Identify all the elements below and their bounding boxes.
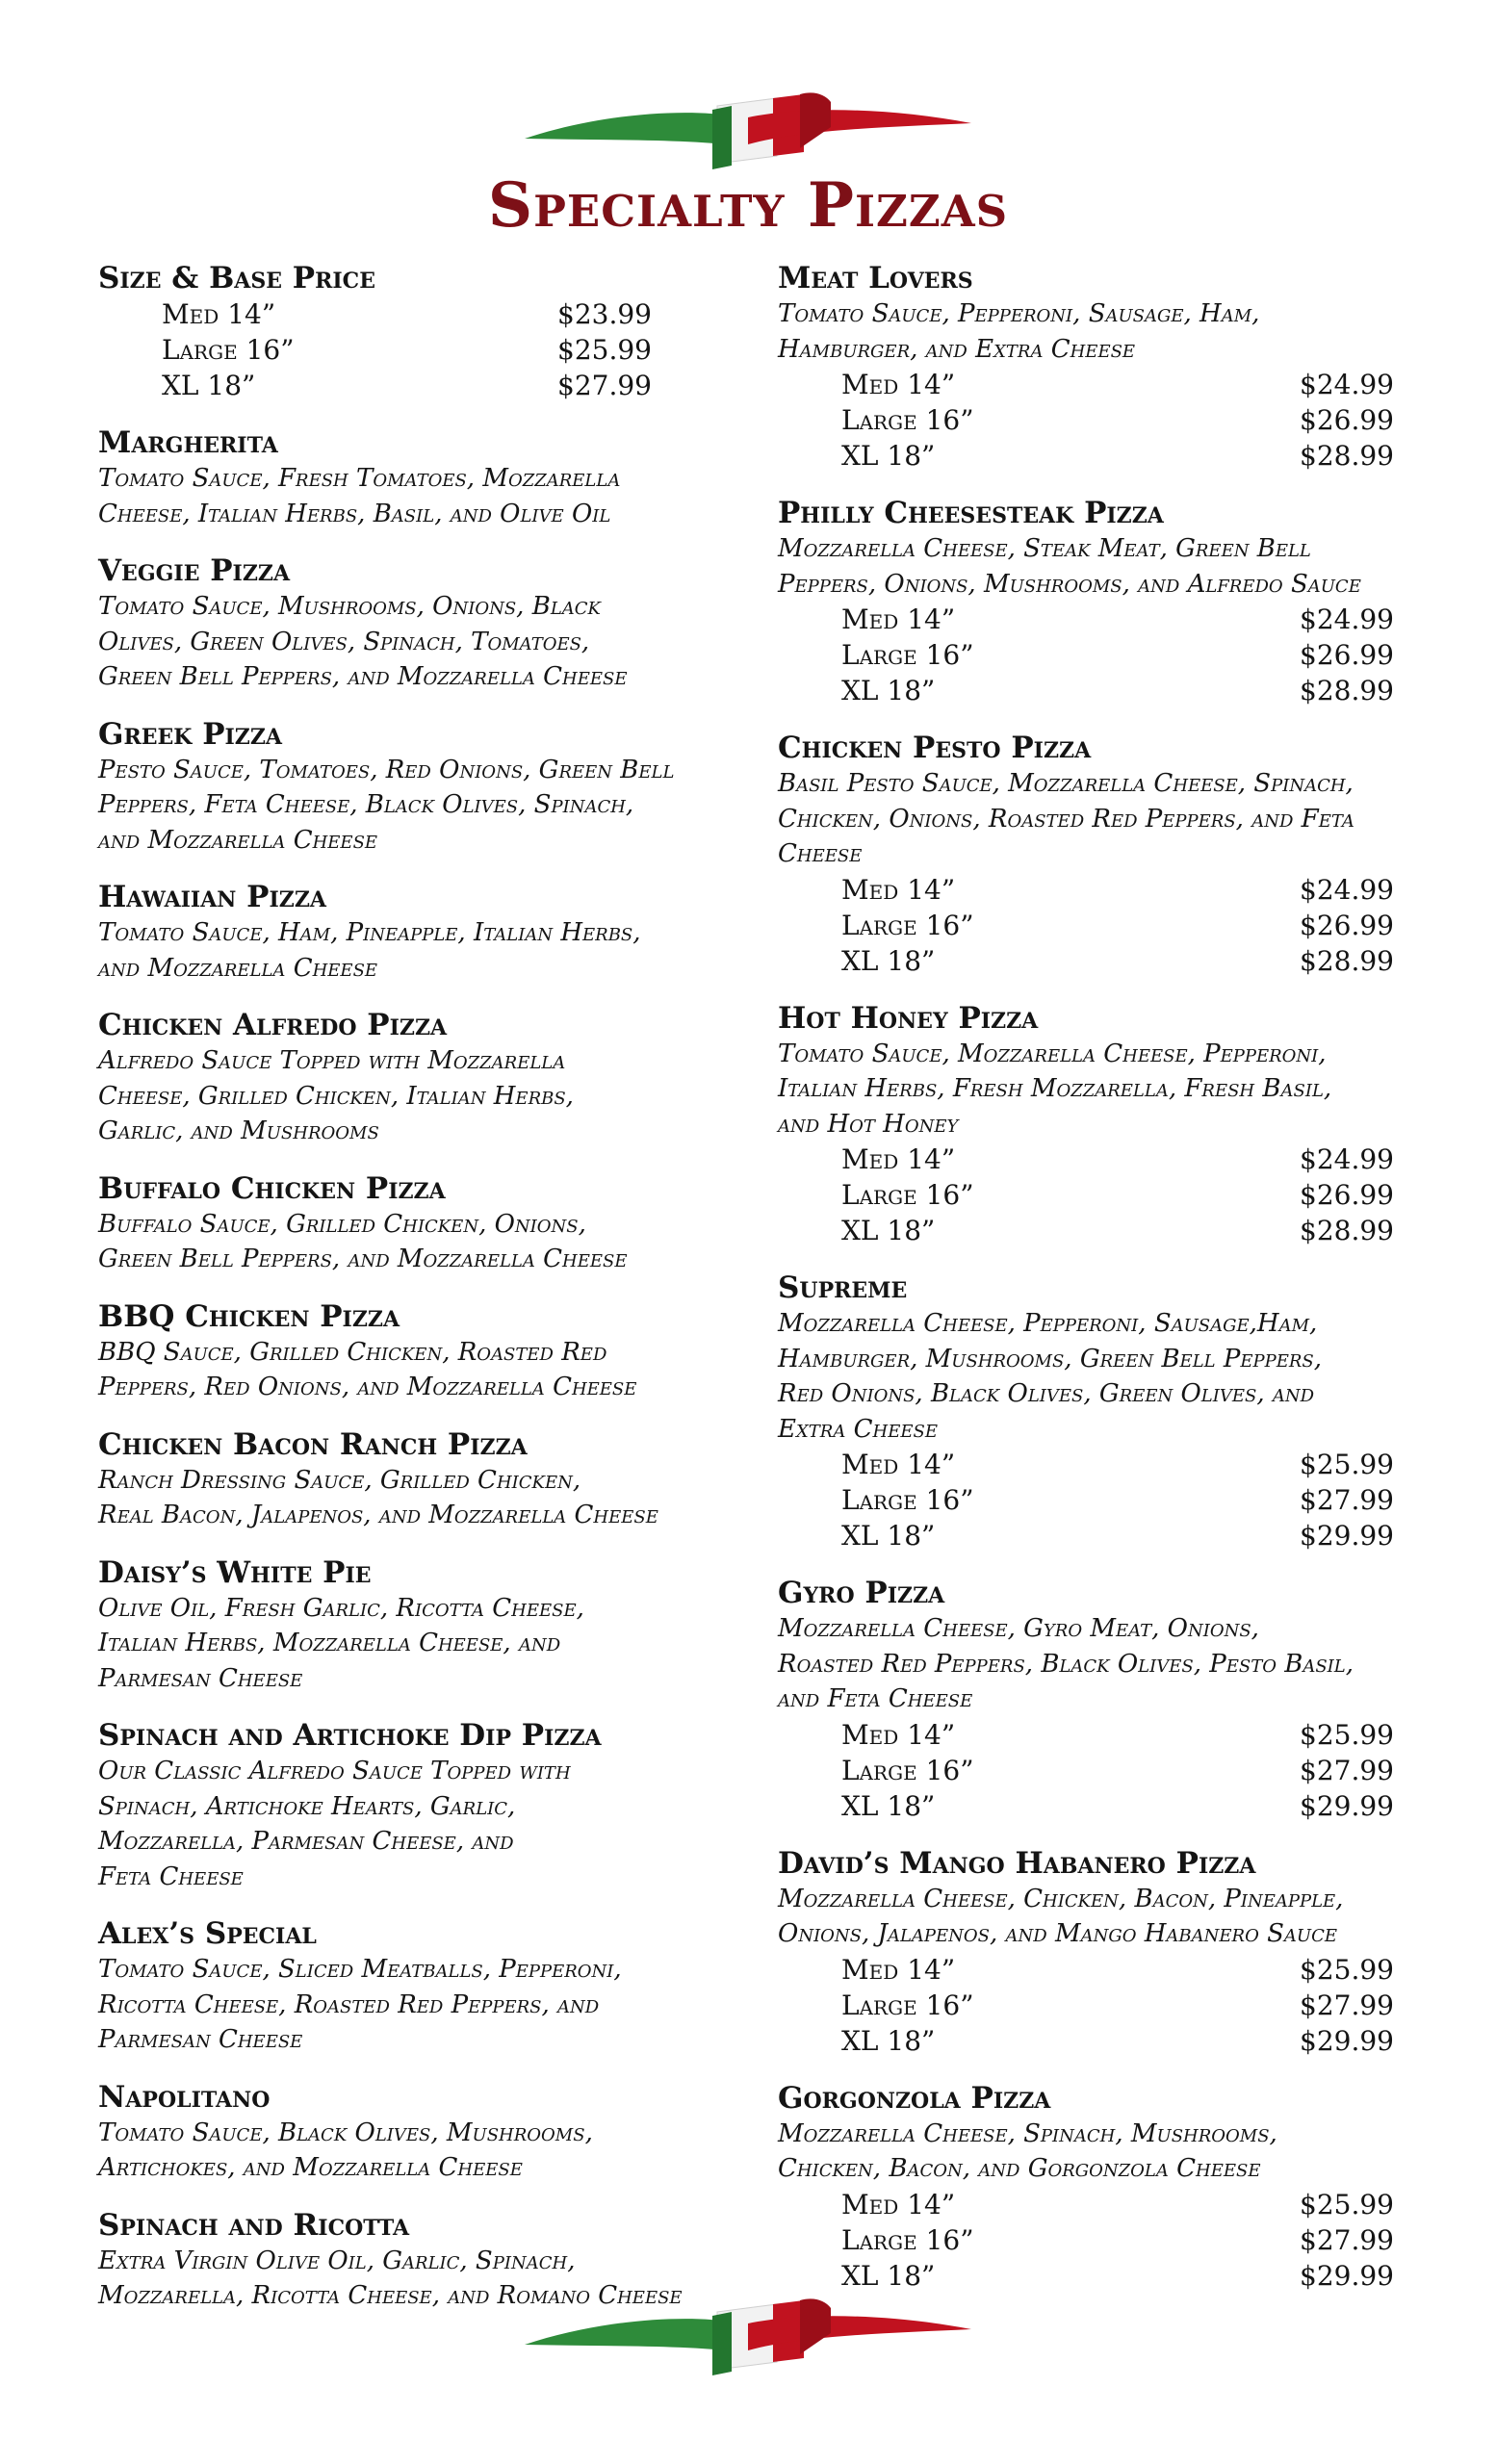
price-value: $24.99 [1300,1143,1394,1175]
pizza-name: Margherita [98,425,278,460]
pizza-description: BBQ Sauce, Grilled Chicken, Roasted Red Peppers, Red Onions, and Mozzarella Cheese [98,1337,637,1401]
menu-section [98,1170,734,1277]
pizza-description: Alfredo Sauce Topped with Mozzarella Cheese, Grilled Chicken, Italian Herbs, Garlic, and Mushrooms [98,1046,574,1145]
pizza-description: Mozzarella Cheese, Chicken, Bacon, Pineapple, Onions, Jalapenos, and Mango Habanero Sauce [778,1884,1344,1948]
menu-section [98,424,734,531]
price-row [841,2222,1394,2258]
price-row [162,332,652,368]
size-label: Med 14” [162,298,276,330]
price-row [841,2187,1394,2222]
size-label: XL 18” [841,2259,936,2292]
price-row [841,673,1394,708]
price-value: $27.99 [1300,1484,1394,1516]
pizza-description: Our Classic Alfredo Sauce Topped with Spinach, Artichoke Hearts, Garlic, Mozzarella, Parmesan Cheese, and Feta Cheese [98,1757,571,1891]
price-value: $27.99 [1300,1989,1394,2021]
pizza-description: Extra Virgin Olive Oil, Garlic, Spinach, Mozzarella, Ricotta Cheese, and Romano Cheese [98,2246,683,2310]
pizza-name: Meat Lovers [778,261,973,295]
pizza-name: Daisy’s White Pie [98,1554,372,1590]
pizza-description: Tomato Sauce, Ham, Pineapple, Italian Herbs, and Mozzarella Cheese [98,918,641,983]
pizza-name: Spinach and Ricotta [98,2207,410,2243]
menu-section [98,1717,734,1894]
menu-section [778,1575,1432,1824]
pizza-name: Supreme [778,1270,908,1305]
price-value: $25.99 [557,334,652,366]
size-label: XL 18” [841,1520,936,1552]
menu-section [98,1915,734,2058]
menu-section [98,1554,734,1697]
price-row [841,1988,1394,2023]
price-row [841,1952,1394,1988]
menu-section [778,495,1432,708]
price-value: $25.99 [1300,1718,1394,1751]
menu-section [98,1007,734,1149]
pizza-name: Spinach and Artichoke Dip Pizza [98,1718,602,1753]
menu-section [778,1845,1432,2059]
pizza-description: Tomato Sauce, Mozzarella Cheese, Pepperoni, Italian Herbs, Fresh Mozzarella, Fresh Basil, and Hot Honey [778,1039,1332,1139]
price-value: $29.99 [1300,2024,1394,2057]
price-row [841,943,1394,979]
price-row [841,402,1394,438]
left-column [98,260,734,2335]
price-value: $27.99 [557,370,652,401]
size-label: Med 14” [841,369,956,400]
price-row [841,367,1394,402]
menu-section [778,1270,1432,1553]
menu-section [98,2079,734,2186]
size-label: Large 16” [841,1179,974,1211]
size-label: Med 14” [841,1953,956,1986]
size-label: Med 14” [841,1718,956,1751]
pizza-description: Tomato Sauce, Sliced Meatballs, Pepperoni, Ricotta Cheese, Roasted Red Peppers, and Parmesan Cheese [98,1955,622,2054]
menu-section [98,716,734,859]
price-value: $28.99 [1300,675,1394,706]
pizza-name: Chicken Pesto Pizza [778,731,1092,765]
pizza-name: Chicken Alfredo Pizza [98,1008,448,1042]
pizza-description: Buffalo Sauce, Grilled Chicken, Onions, Green Bell Peppers, and Mozzarella Cheese [98,1209,628,1273]
menu-section [98,1298,734,1405]
size-label: Med 14” [841,603,956,635]
price-list [778,1717,1394,1824]
price-row [162,296,652,332]
right-column [778,260,1432,2315]
price-value: $28.99 [1300,1215,1394,1246]
pizza-description: Mozzarella Cheese, Pepperoni, Sausage,Ham, Hamburger, Mushrooms, Green Bell Peppers, Red Onions, Black Olives, Green Olives, and Extra Cheese [778,1309,1323,1444]
pizza-name: Napolitano [98,2079,271,2115]
size-label: Large 16” [841,2223,974,2256]
size-label: Med 14” [841,2188,956,2220]
price-row [841,908,1394,943]
size-label: Large 16” [841,639,974,671]
price-list [778,1447,1394,1553]
price-value: $29.99 [1300,1789,1394,1822]
page-title: Specialty Pizzas [487,169,1009,242]
price-value: $26.99 [1300,639,1394,671]
price-row [841,1753,1394,1788]
size-label: Large 16” [841,909,974,941]
size-label: XL 18” [162,370,256,401]
pizza-name: Veggie Pizza [98,553,291,588]
pizza-description: Mozzarella Cheese, Spinach, Mushrooms, Chicken, Bacon, and Gorgonzola Cheese [778,2118,1277,2183]
pizza-name: Buffalo Chicken Pizza [98,1170,446,1206]
price-row [841,1518,1394,1553]
price-value: $27.99 [1300,2223,1394,2256]
price-row [841,1788,1394,1824]
menu-section [778,2080,1432,2294]
price-row [841,1482,1394,1518]
pizza-name: Gyro Pizza [778,1576,945,1610]
menu-section [778,1000,1432,1249]
price-value: $23.99 [557,298,652,330]
menu-section [98,1426,734,1533]
pizza-description: Basil Pesto Sauce, Mozzarella Cheese, Spinach, Chicken, Onions, Roasted Red Peppers, and Feta Cheese [778,769,1354,868]
menu-section [98,260,734,403]
pizza-description: Olive Oil, Fresh Garlic, Ricotta Cheese, Italian Herbs, Mozzarella Cheese, and Parmesan Cheese [98,1593,584,1693]
size-label: XL 18” [841,1215,936,1246]
menu-section [98,879,734,986]
menu-section [778,260,1432,474]
pizza-name: Hawaiian Pizza [98,880,326,914]
price-row [841,1177,1394,1213]
price-row [841,637,1394,673]
pizza-description: Tomato Sauce, Mushrooms, Onions, Black Olives, Green Olives, Spinach, Tomatoes, Green Bell Peppers, and Mozzarella Cheese [98,592,628,691]
size-label: Med 14” [841,873,956,906]
price-list [778,367,1394,474]
menu-section [778,730,1432,979]
pizza-description: Tomato Sauce, Fresh Tomatoes, Mozzarella Cheese, Italian Herbs, Basil, and Olive Oil [98,464,621,528]
size-label: Med 14” [841,1449,956,1480]
size-label: Med 14” [841,1143,956,1175]
price-row [841,1447,1394,1482]
price-value: $26.99 [1300,404,1394,436]
pizza-name: Greek Pizza [98,716,282,752]
price-row [162,368,652,403]
pizza-name: Hot Honey Pizza [778,1000,1039,1036]
size-label: XL 18” [841,944,936,977]
pizza-name: Gorgonzola Pizza [778,2080,1051,2116]
pizza-description: Mozzarella Cheese, Steak Meat, Green Bell Peppers, Onions, Mushrooms, and Alfredo Sauce [778,534,1361,599]
price-value: $28.99 [1300,944,1394,977]
pizza-description: Tomato Sauce, Black Olives, Mushrooms, Artichokes, and Mozzarella Cheese [98,2118,593,2182]
pizza-name: Alex’s Special [98,1916,317,1951]
size-label: XL 18” [841,1789,936,1822]
price-value: $24.99 [1300,369,1394,400]
size-label: Large 16” [162,334,295,366]
size-label: Large 16” [841,1754,974,1786]
price-list [778,1142,1394,1248]
pizza-description: Mozzarella Cheese, Gyro Meat, Onions, Roasted Red Peppers, Black Olives, Pesto Basil, and Feta Cheese [778,1614,1354,1713]
price-row [841,1142,1394,1177]
price-value: $28.99 [1300,440,1394,472]
price-value: $27.99 [1300,1754,1394,1786]
price-value: $25.99 [1300,1953,1394,1986]
pizza-name: Size & Base Price [98,261,375,295]
price-row [841,1213,1394,1248]
price-list [778,2187,1394,2294]
price-value: $29.99 [1300,2259,1394,2292]
size-label: XL 18” [841,2024,936,2057]
price-row [841,1717,1394,1753]
price-value: $24.99 [1300,603,1394,635]
price-list [778,872,1394,979]
pizza-description: Pesto Sauce, Tomatoes, Red Onions, Green Bell Peppers, Feta Cheese, Black Olives, Spinach, and Mozzarella Cheese [98,755,675,855]
pizza-description: Tomato Sauce, Pepperoni, Sausage, Ham, Hamburger, and Extra Cheese [778,299,1260,364]
price-row [841,872,1394,908]
price-row [841,2023,1394,2059]
italian-flag-ribbon-top [525,89,971,175]
menu-section [98,552,734,695]
pizza-name: David’s Mango Habanero Pizza [778,1845,1256,1881]
pizza-name: BBQ Chicken Pizza [98,1298,400,1334]
price-value: $24.99 [1300,873,1394,906]
price-value: $26.99 [1300,1179,1394,1211]
price-value: $25.99 [1300,2188,1394,2220]
size-label: Large 16” [841,1484,974,1516]
price-list [778,1952,1394,2059]
price-row [841,2258,1394,2294]
pizza-description: Ranch Dressing Sauce, Grilled Chicken, Real Bacon, Jalapenos, and Mozzarella Cheese [98,1465,658,1529]
italian-flag-ribbon-bottom [525,2295,971,2381]
pizza-name: Philly Cheesesteak Pizza [778,496,1164,530]
price-value: $25.99 [1300,1449,1394,1480]
size-label: XL 18” [841,675,936,706]
size-label: Large 16” [841,1989,974,2021]
size-label: XL 18” [841,440,936,472]
price-row [841,602,1394,637]
pizza-name: Chicken Bacon Ranch Pizza [98,1426,528,1462]
price-value: $26.99 [1300,909,1394,941]
price-row [841,438,1394,474]
size-label: Large 16” [841,404,974,436]
price-list [98,296,652,403]
price-list [778,602,1394,708]
price-value: $29.99 [1300,1520,1394,1552]
